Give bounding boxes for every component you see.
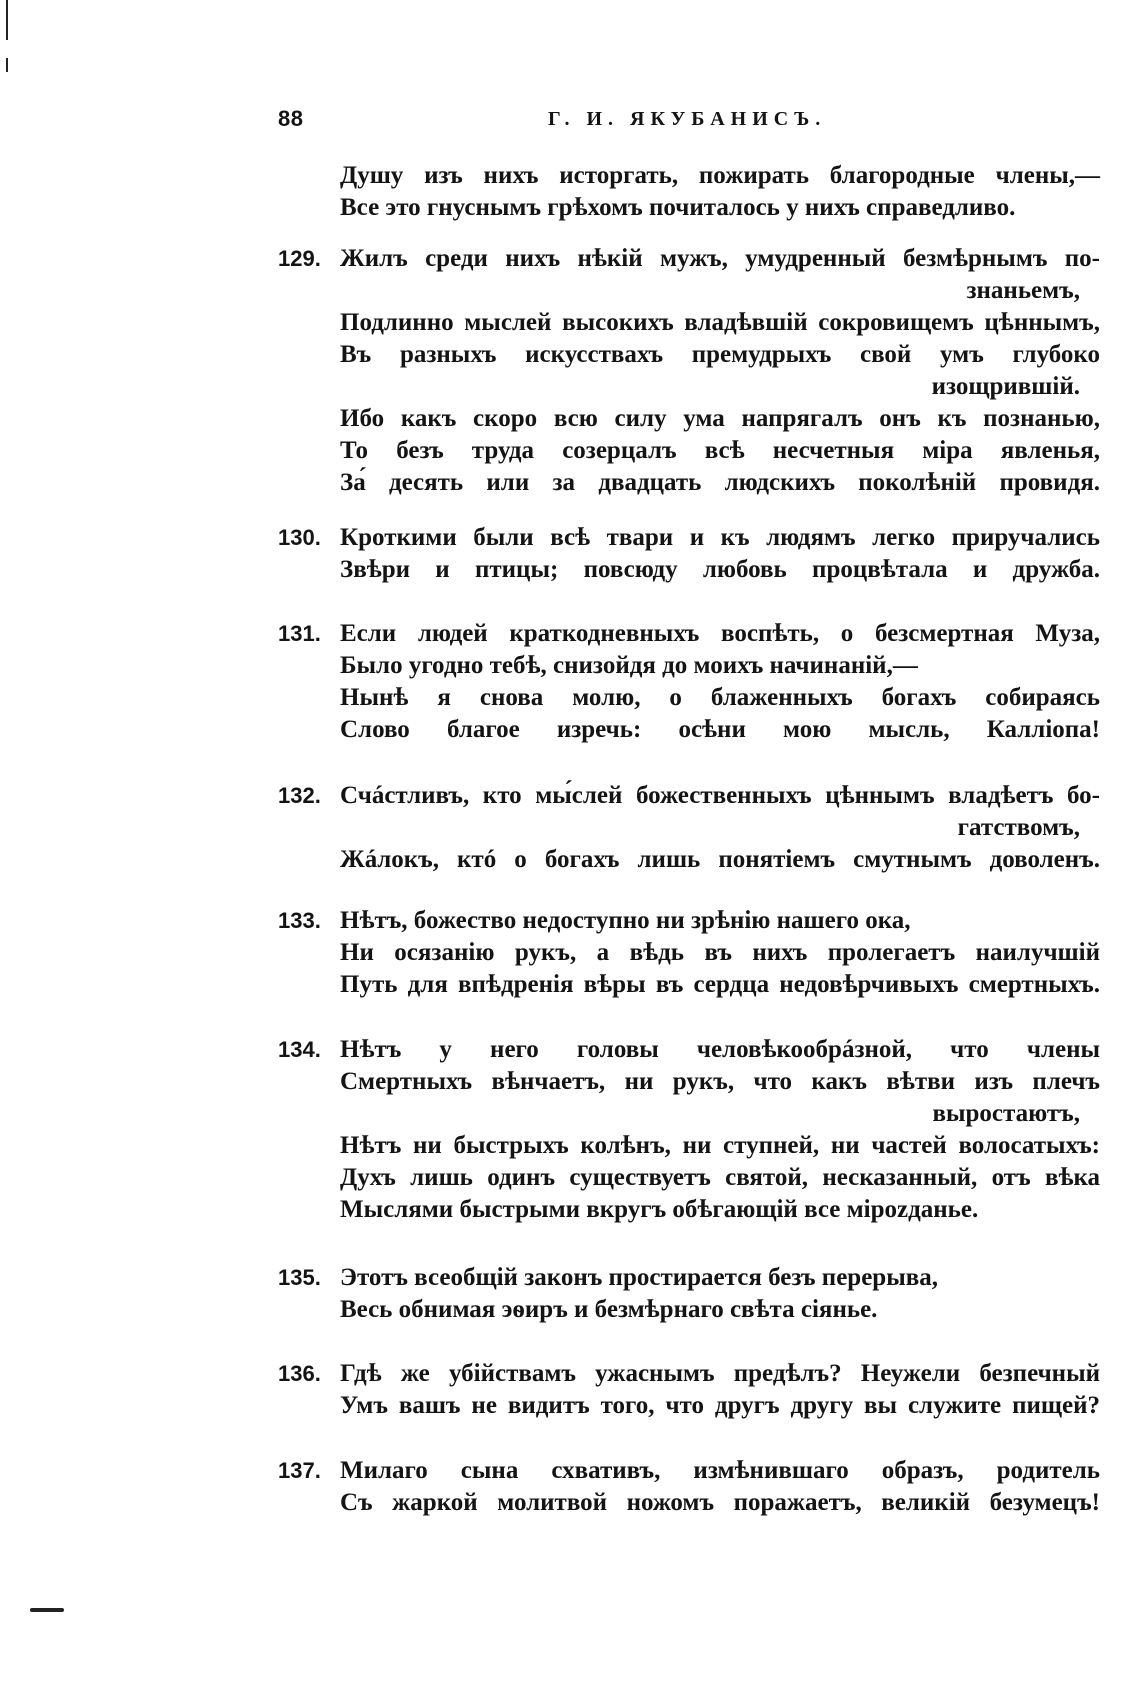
- verse-line-continuation: знаньемъ,: [966, 277, 1080, 304]
- page-number: 88: [278, 106, 304, 131]
- verse-line: Нѣтъ ни быстрыхъ колѣнъ, ни ступней, ни частей волосатыхъ:: [340, 1132, 1100, 1159]
- verse-line: Если людей краткодневныхъ воспѣть, о безсмертная Муза,: [340, 620, 1100, 647]
- margin-scan-mark: [6, 0, 8, 40]
- verse-line: Подлинно мыслей высокихъ владѣвшій сокровищемъ цѣннымъ,: [340, 309, 1100, 336]
- verse-line: Путь для впѣдренія вѣры въ сердца недовѣрчивыхъ смертныхъ.: [340, 971, 1100, 998]
- stanza-number: 131.: [278, 621, 321, 646]
- verse-line: Въ разныхъ искусствахъ премудрыхъ свой умъ глубоко: [340, 341, 1100, 368]
- verse-line: Звѣри и птицы; повсюду любовь процвѣтала и дружба.: [340, 556, 1100, 583]
- verse-line: Кроткими были всѣ твари и къ людямъ легко приручались: [340, 524, 1100, 551]
- verse-line: То безъ труда созерцалъ всѣ несчетныя міра явленья,: [340, 437, 1100, 464]
- verse-line: Весь обнимая эѳиръ и безмѣрнаго свѣта сіянье.: [340, 1296, 878, 1323]
- verse-line-continuation: изощрившій.: [931, 373, 1080, 400]
- stanza-number: 129.: [278, 246, 321, 271]
- verse-line: Милаго сына схвативъ, измѣнившаго образъ, родитель: [340, 1457, 1100, 1484]
- verse-line: Умъ вашъ не видитъ того, что другъ другу вы служите пищей?: [340, 1392, 1100, 1419]
- stanza-number: 136.: [278, 1361, 321, 1386]
- verse-line: За́ десять или за двадцать людскихъ поколѣній провидя.: [340, 469, 1100, 496]
- verse-line: Жилъ среди нихъ нѣкій мужъ, умудренный безмѣрнымъ по-: [340, 245, 1100, 272]
- verse-line-continuation: гатствомъ,: [957, 814, 1080, 841]
- verse-line: Ибо какъ скоро всю силу ума напрягалъ онъ къ познанью,: [340, 405, 1100, 432]
- verse-line: Ни осязанію рукъ, а вѣдь въ нихъ пролегаетъ наилучшій: [340, 939, 1100, 966]
- running-title: Г. И. ЯКУБАНИСЪ.: [548, 108, 827, 130]
- verse-line-continuation: выростаютъ,: [932, 1100, 1080, 1127]
- stanza-number: 134.: [278, 1037, 321, 1062]
- verse-line: Душу изъ нихъ исторгать, пожирать благородные члены,—: [340, 162, 1100, 189]
- verse-line: Было угодно тебѣ, снизойдя до моихъ начинаній,—: [340, 652, 918, 679]
- verse-line: Этотъ всеобщій законъ простирается безъ перерыва,: [340, 1264, 938, 1291]
- verse-line: Мыслями быстрыми вкругъ обѣгающій все міроzданье.: [340, 1196, 979, 1223]
- verse-line: Гдѣ же убійствамъ ужаснымъ предѣлъ? Неужели безпечный: [340, 1360, 1100, 1387]
- stanza-number: 130.: [278, 525, 321, 550]
- stanza-number: 137.: [278, 1458, 321, 1483]
- margin-scan-mark: [30, 1608, 64, 1612]
- stanza-number: 132.: [278, 783, 321, 808]
- verse-line: Жáлокъ, ктó о богахъ лишь понятіемъ смутнымъ доволенъ.: [340, 846, 1100, 873]
- verse-line: Смертныхъ вѣнчаетъ, ни рукъ, что какъ вѣтви изъ плечъ: [340, 1068, 1100, 1095]
- verse-line: Съ жаркой молитвой ножомъ поражаетъ, великій безумецъ!: [340, 1489, 1100, 1516]
- verse-line: Слово благое изречь: осѣни мою мысль, Калліопа!: [340, 716, 1100, 743]
- margin-scan-mark: [6, 58, 8, 72]
- verse-line: Духъ лишь одинъ существуетъ святой, несказанный, отъ вѣка: [340, 1164, 1100, 1191]
- verse-line: Счáстливъ, кто мы́слей божественныхъ цѣннымъ владѣетъ бо-: [340, 782, 1100, 809]
- verse-line: Нѣтъ, божество недоступно ни зрѣнію нашего ока,: [340, 907, 911, 934]
- page-header: [278, 106, 1108, 140]
- stanza-number: 133.: [278, 908, 321, 933]
- verse-line: Все это гнуснымъ грѣхомъ почиталось у нихъ справедливо.: [340, 194, 1016, 221]
- verse-line: Нѣтъ у него головы человѣкообрáзной, что члены: [340, 1036, 1100, 1063]
- verse-line: Нынѣ я снова молю, о блаженныхъ богахъ собираясь: [340, 684, 1100, 711]
- stanza-number: 135.: [278, 1265, 321, 1290]
